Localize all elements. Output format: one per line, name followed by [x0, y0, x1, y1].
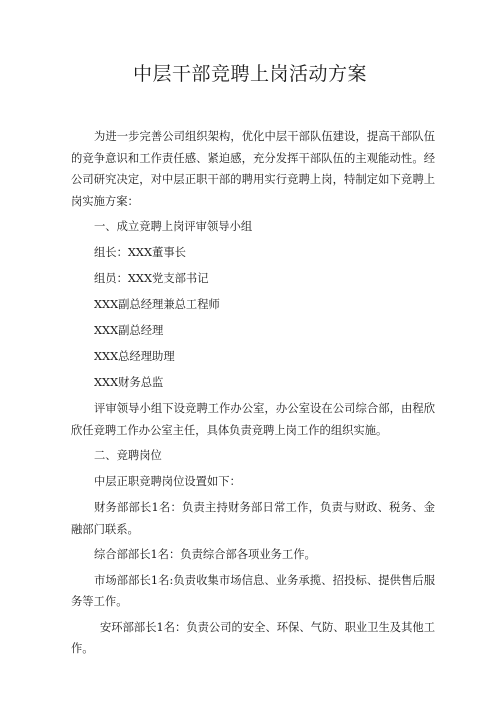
document-body	[71, 126, 435, 664]
position-finance-paragraph: 财务部部长1名：负责主持财务部日常工作，负责与财政、税务、金融部门联系。	[71, 501, 435, 536]
group-member-line: XXX财务总监	[94, 376, 164, 389]
group-member-line: XXX副总经理兼总工程师	[94, 298, 220, 311]
position-general-paragraph: 综合部部长1名：负责综合部各项业务工作。	[94, 548, 316, 561]
positions-intro-line: 中层正职竞聘岗位设置如下：	[94, 475, 241, 488]
group-member-line: XXX副总经理	[94, 324, 164, 337]
document-title: 中层干部竞聘上岗活动方案	[132, 63, 367, 85]
section-heading-review-group: 一、成立竞聘上岗评审领导小组	[94, 220, 253, 233]
group-member-line: 组员：XXX党支部书记	[94, 272, 209, 285]
section-heading-positions: 二、竞聘岗位	[94, 449, 162, 462]
group-leader-line: 组长：XXX董事长	[94, 246, 186, 259]
intro-paragraph: 为进一步完善公司组织架构，优化中层干部队伍建设，提高干部队伍的竞争意识和工作责任感、紧迫感，充分发挥干部队伍的主观能动性。经公司研究决定，对中层正职干部的聘用实行竞聘上岗，特制定如下竞聘上岗实施方案：	[71, 130, 435, 208]
office-paragraph: 评审领导小组下设竞聘工作办公室，办公室设在公司综合部，由程欣欣任竞聘工作办公室主任，具体负责竞聘上岗工作的组织实施。	[71, 402, 435, 437]
group-member-line: XXX总经理助理	[94, 350, 175, 363]
position-market-paragraph: 市场部部长1名:负责收集市场信息、业务承揽、招投标、提供售后服务等工作。	[71, 573, 435, 608]
position-safety-paragraph: 安环部部长1名：负责公司的安全、环保、气防、职业卫生及其他工作。	[71, 620, 435, 655]
